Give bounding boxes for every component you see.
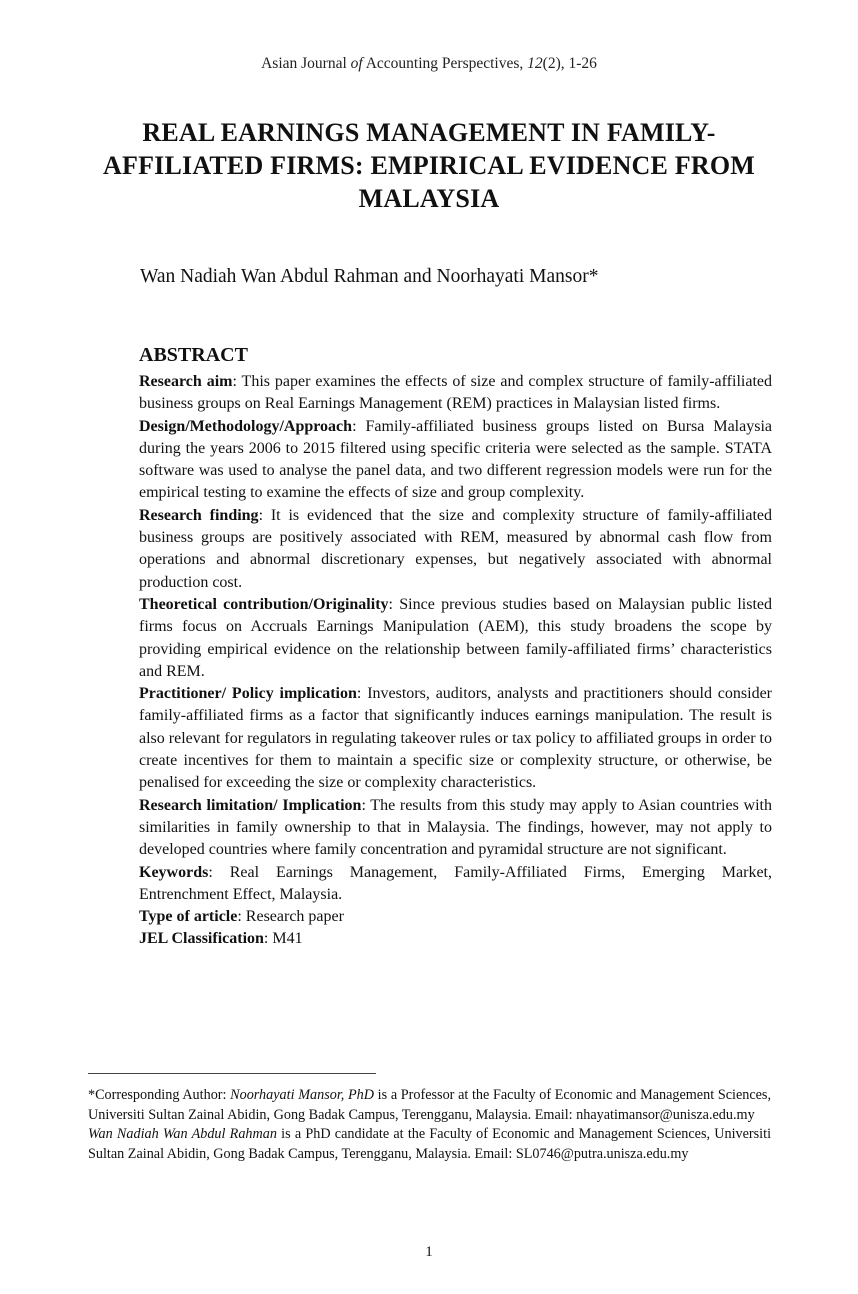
footnote-text: is a PhD candidate at the Faculty of Economic and Management Sciences, Universiti Sultan Zainal Abidin, Gong Badak Campus, Terengganu, Malaysia. Email: SL0746@putra.unisza.edu.my <box>88 1126 772 1162</box>
abstract-item <box>139 683 772 794</box>
abstract-item-text: : Family-affiliated business groups listed on Bursa Malaysia during the years 2006 to 2015 filtered using specific criteria were selected as the sample. STATA software was used to analyse the panel data, and two different regression models were run for the empirical testing to examine the effects of size and group complexity. <box>139 417 772 502</box>
footnote-author-name: Noorhayati Mansor, PhD <box>230 1087 374 1103</box>
page-number: 1 <box>425 1244 433 1260</box>
abstract-item-text: : The results from this study may apply to Asian countries with similarities in family ownership to that in Malaysia. The findings, however, may not apply to developed countries where family concentration and pyramidal structure are not significant. <box>139 796 772 859</box>
journal-name: Asian Journal <box>261 55 351 72</box>
abstract-item-label: Research limitation/ Implication <box>139 796 362 814</box>
journal-name-of: of <box>350 55 363 72</box>
abstract-item-label: Theoretical contribution/Originality <box>139 595 389 613</box>
author-list: Wan Nadiah Wan Abdul Rahman and Noorhayati Mansor* <box>140 266 599 287</box>
abstract-item-text: : Since previous studies based on Malaysian public listed firms focus on Accruals Earnings Manipulation (AEM), this study broadens the scope by providing empirical evidence on the relationship between family-affiliated firms’ characteristics and REM. <box>139 595 772 680</box>
footnote-text: is a Professor at the Faculty of Economic and Management Sciences, Universiti Sultan Zainal Abidin, Gong Badak Campus, Terengganu, Malaysia. Email: nhayatimansor@unisza.edu.my <box>88 1087 772 1123</box>
abstract-item <box>139 371 772 416</box>
journal-name-rest: Accounting Perspectives, <box>362 55 528 72</box>
abstract-item-label: Practitioner/ Policy implication <box>139 685 357 703</box>
abstract-item-text: : It is evidenced that the size and complexity structure of family-affiliated business groups are positively associated with REM, measured by abnormal cash flow from operations and abnormal discretionary expenses, but negatively associated with abnormal production cost. <box>139 506 772 591</box>
journal-issue-pages: (2), 1-26 <box>542 55 597 72</box>
abstract-item <box>139 795 772 862</box>
abstract-item-label: Design/Methodology/Approach <box>139 417 353 435</box>
abstract-item-text: : This paper examines the effects of size and complex structure of family-affiliated business groups on Real Earnings Management (REM) practices in Malaysian listed firms. <box>139 373 772 413</box>
abstract-item-text: : Research paper <box>237 908 344 926</box>
abstract-item <box>139 505 772 594</box>
abstract-heading: ABSTRACT <box>139 344 248 366</box>
footnote-corresponding-author <box>88 1086 771 1125</box>
abstract-section <box>139 344 772 951</box>
abstract-item <box>139 928 772 950</box>
abstract-item <box>139 862 772 907</box>
abstract-item-text: : Investors, auditors, analysts and practitioners should consider family-affiliated firms as a factor that significantly induces earnings manipulation. The result is also relevant for regulators in regulating takeover rules or tax policy to affiliated groups in order to create incentives for them to maintain a specific size or complexity structure, or otherwise, be penalised for exceeding the size or complexity characteristics. <box>139 685 773 792</box>
footnote-divider <box>88 1073 376 1074</box>
running-header <box>0 55 858 73</box>
abstract-item <box>139 416 772 505</box>
abstract-item-text: : M41 <box>263 930 303 948</box>
abstract-item <box>139 906 772 928</box>
abstract-item-label: Research finding <box>139 506 259 524</box>
footnotes <box>88 1086 771 1164</box>
abstract-item-label: Keywords <box>139 863 209 881</box>
abstract-item-text: : Real Earnings Management, Family-Affiliated Firms, Emerging Market, Entrenchment Effect, Malaysia. <box>139 863 772 903</box>
journal-volume: 12 <box>527 55 543 72</box>
footnote-second-author <box>88 1125 771 1164</box>
abstract-item-label: Type of article <box>139 908 238 926</box>
footnote-author-name: Wan Nadiah Wan Abdul Rahman <box>88 1126 277 1142</box>
abstract-item-label: Research aim <box>139 373 233 390</box>
footnote-prefix: *Corresponding Author: <box>88 1087 231 1103</box>
abstract-item-label: JEL Classification <box>139 930 264 948</box>
abstract-item <box>139 594 772 683</box>
paper-title: REAL EARNINGS MANAGEMENT IN FAMILY-AFFILIATED FIRMS: EMPIRICAL EVIDENCE FROM MALAYSIA <box>103 118 755 213</box>
